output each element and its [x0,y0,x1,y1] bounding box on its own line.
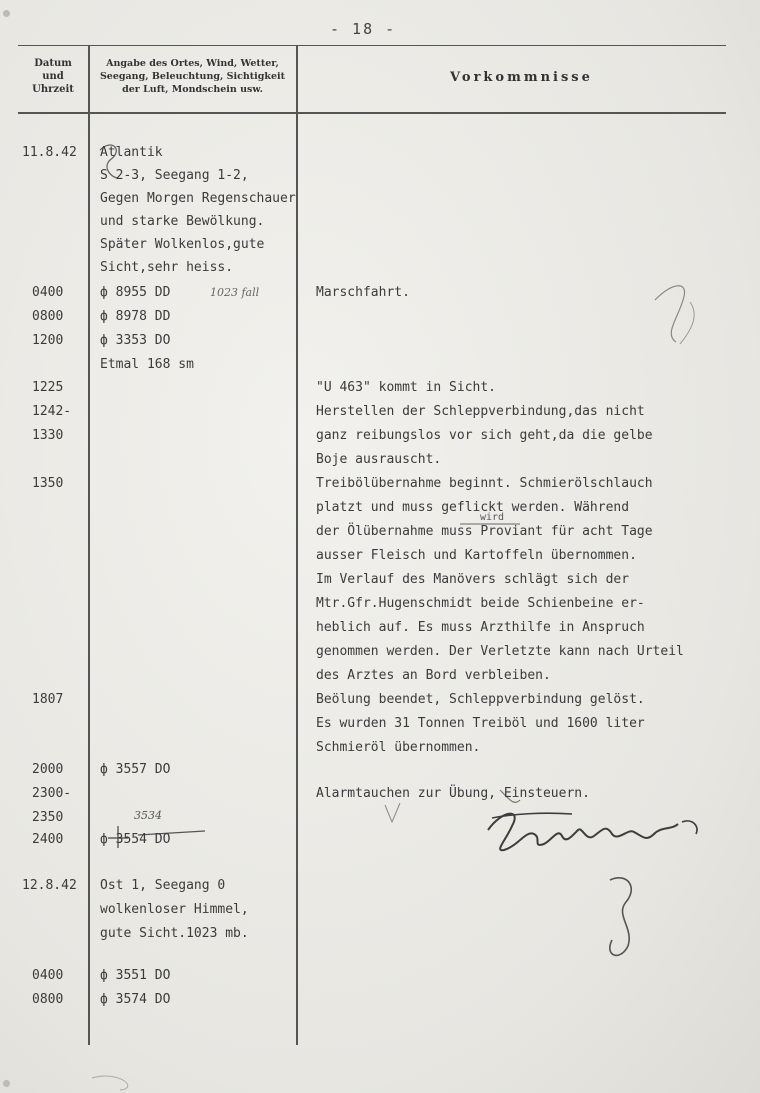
log-time: 0800 [32,992,64,1007]
log-time: 2300- [32,786,72,801]
log-position-weather: ф 3353 DO [100,333,171,348]
log-event: "U 463" kommt in Sicht. [316,380,497,395]
log-position-weather: ф 3554 DO [100,832,171,847]
log-time: 1225 [32,380,64,395]
log-event: platzt und muss geflickt werden. Während [316,500,630,515]
log-position-weather: und starke Bewölkung. [100,214,265,229]
log-position-weather: gute Sicht.1023 mb. [100,926,249,941]
log-event: Alarmtauchen zur Übung, Einsteuern. [316,786,590,801]
log-event: Beölung beendet, Schleppverbindung gelöst. [316,692,645,707]
log-position-weather: Gegen Morgen Regenschauer [100,191,296,206]
page-number: - 18 - [330,20,397,38]
log-time: 0400 [32,285,64,300]
log-position-weather: ф 3551 DO [100,968,171,983]
header-date-column: Datum und Uhrzeit [32,58,74,95]
log-position-weather: Atlantik [100,145,163,160]
log-position-weather: Später Wolkenlos,gute [100,237,265,252]
log-time: 2350 [32,810,64,825]
log-event: der Ölübernahme muss Proviant für acht Tage [316,524,653,539]
log-position-weather: wolkenloser Himmel, [100,902,249,917]
log-event: heblich auf. Es muss Arzthilfe in Anspruch [316,620,645,635]
log-time: 2400 [32,832,64,847]
log-event: Treibölübernahme beginnt. Schmierölschlauch [316,476,653,491]
log-event: ausser Fleisch und Kartoffeln übernommen. [316,548,637,563]
log-event: Im Verlauf des Manövers schlägt sich der [316,572,630,587]
log-event: Herstellen der Schleppverbindung,das nicht [316,404,645,419]
log-event: Schmieröl übernommen. [316,740,481,755]
log-event: Es wurden 31 Tonnen Treiböl und 1600 liter [316,716,645,731]
log-position-weather: Sicht,sehr heiss. [100,260,234,275]
log-event: des Arztes an Bord verbleiben. [316,668,551,683]
log-time: 0400 [32,968,64,983]
header-place-column: Angabe des Ortes, Wind, Wetter, Seegang, Beleuchtung, Sichtigkeit der Luft, Mondschein usw. [99,58,286,95]
handwritten-correction: 3534 [134,809,162,822]
log-time: 0800 [32,309,64,324]
handwritten-pressure-note: 1023 fall [210,286,260,299]
log-event: genommen werden. Der Verletzte kann nach Urteil [316,644,684,659]
log-position-weather: S 2-3, Seegang 1-2, [100,168,249,183]
log-event: Mtr.Gfr.Hugenschmidt beide Schienbeine er- [316,596,645,611]
log-position-weather: Ost 1, Seegang 0 [100,878,226,893]
log-event: Marschfahrt. [316,285,410,300]
log-time: 2000 [32,762,64,777]
log-time: 11.8.42 [22,145,77,160]
log-event: Boje ausrauscht. [316,452,442,467]
log-time: 1242- [32,404,72,419]
log-time: 1200 [32,333,64,348]
log-position-weather: Etmal 168 sm [100,357,194,372]
log-time: 1807 [32,692,64,707]
log-position-weather: ф 3574 DO [100,992,171,1007]
log-event: ganz reibungslos vor sich geht,da die gelbe [316,428,653,443]
log-time: 1350 [32,476,64,491]
log-position-weather: ф 8978 DD [100,309,171,324]
log-position-weather: ф 8955 DD [100,285,171,300]
commander-signature [482,800,712,860]
header-events-column: Vorkommnisse [450,70,593,85]
log-time: 12.8.42 [22,878,77,893]
handwritten-interlinear-word: wird [480,512,505,523]
log-time: 1330 [32,428,64,443]
log-position-weather: ф 3557 DO [100,762,171,777]
